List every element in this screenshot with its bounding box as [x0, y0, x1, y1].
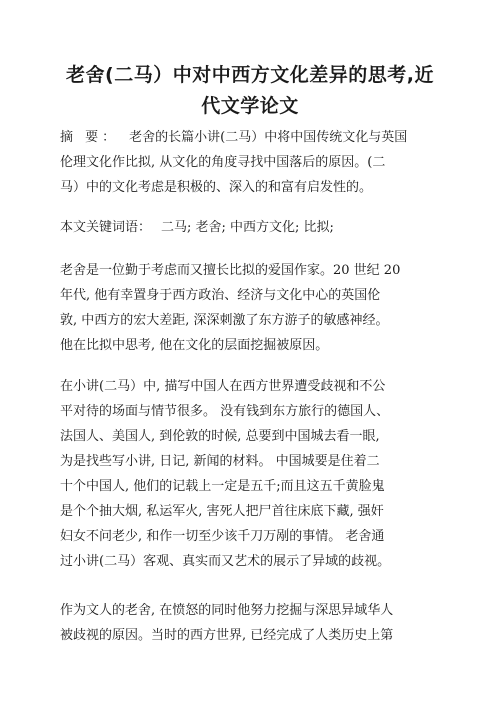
paragraph-line: 过小讲(二马）客观、真实而又艺术的展示了异域的歧视。 [60, 554, 391, 569]
paragraph-line: 法国人、美国人, 到伦敦的时候, 总要到中国城去看一眼, [60, 429, 380, 444]
paragraph-line: 十个中国人, 他们的记载上一定是五千;而且这五千黄脸鬼 [60, 479, 385, 494]
paragraph [60, 374, 440, 574]
abstract-label: 摘 要： [60, 130, 120, 145]
keywords-text: 二马; 老舍; 中西方文化; 比拟; [161, 220, 334, 235]
paragraph-line: 被歧视的原因。当时的西方世界, 已经完成了人类历史上第 [60, 628, 394, 643]
keywords-line [60, 215, 440, 240]
abstract-text: 老舍的长篇小讲(二马）中将中国传统文化与英国 [129, 130, 408, 145]
paragraph-line: 老舍是一位勤于考虑而又擅长比拟的爱国作家。20 世纪 20 [60, 263, 401, 278]
paragraph-line: 年代, 他有幸置身于西方政治、经济与文化中心的英国伦 [60, 288, 381, 303]
abstract-line [60, 125, 440, 150]
paragraph-line: 在小讲(二马）中, 描写中国人在西方世界遭受歧视和不公 [60, 379, 386, 394]
paragraph [60, 598, 440, 648]
paragraph-line: 他在比拟中思考, 他在文化的层面挖掘被原因。 [60, 338, 329, 353]
paragraph-line: 妇女不问老少, 和作一切至少该千刀万剐的事情。 老舍通 [60, 529, 385, 544]
paragraph-line: 为是找些写小讲, 日记, 新闻的材料。 中国城要是住着二 [60, 454, 380, 469]
paragraph-line: 敦, 中西方的宏大差距, 深深刺激了东方游子的敏感神经。 [60, 313, 389, 328]
document-title [60, 60, 440, 122]
paragraph [60, 258, 440, 358]
title-line: 代文学论文 [201, 95, 299, 117]
abstract-line: 伦理文化作比拟, 从文化的角度寻找中国落后的原因。(二 [60, 155, 386, 170]
abstract-section [60, 125, 440, 200]
abstract-line: 马）中的文化考虑是积极的、深入的和富有启发性的。 [60, 180, 373, 195]
paragraph-line: 是个个抽大烟, 私运军火, 害死人把尸首往床底下藏, 强奸 [60, 504, 384, 519]
paragraph-line: 作为文人的老舍, 在愤怒的同时他努力挖掘与深思异域华人 [60, 603, 394, 618]
keywords-label: 本文关键词语： [60, 220, 152, 235]
paragraph-line: 平对待的场面与情节很多。 没有钱到东方旅行的德国人、 [60, 404, 390, 419]
title-line: 老舍(二马）中对中西方文化差异的思考,近 [66, 64, 434, 86]
keywords-section [60, 215, 440, 240]
